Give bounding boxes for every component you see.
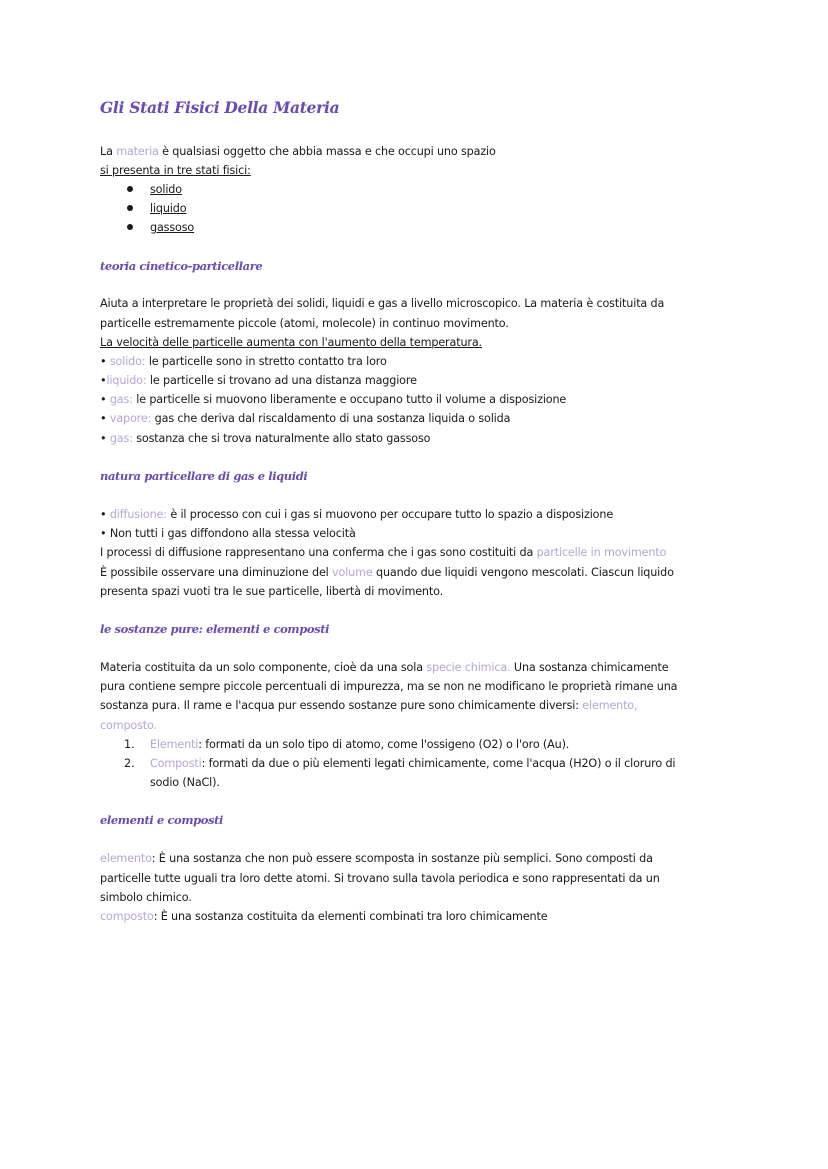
section-heading: natura particellare di gas e liquidi [100,469,308,483]
paragraph-line: particelle tutte uguali tra loro dette atomi. Si trovano sulla tavola periodica e sono rappresentati da un [100,872,660,885]
paragraph-line: È possibile osservare una diminuzione del volume quando due liquidi vengono mescolati. Ciascun liquido [100,566,674,579]
paragraph-line: sostanza pura. Il rame e l'acqua pur essendo sostanze pure sono chimicamente diversi: elemento, [100,699,638,712]
paragraph-line: composto. [100,719,157,732]
list-item: •liquido: le particelle si trovano ad una distanza maggiore [100,374,417,387]
bullet-dot [127,224,133,230]
intro-line-1: La materia è qualsiasi oggetto che abbia massa e che occupi uno spazio [100,145,496,158]
paragraph-line: La velocità delle particelle aumenta con l'aumento della temperatura. [100,336,482,349]
page-title: Gli Stati Fisici Della Materia [100,98,340,117]
list-item: • solido: le particelle sono in stretto contatto tra loro [100,355,387,368]
list-item: • gas: sostanza che si trova naturalmente allo stato gassoso [100,432,431,445]
paragraph-line: presenta spazi vuoti tra le sue particelle, libertà di movimento. [100,585,444,598]
paragraph-line: Aiuta a interpretare le proprietà dei solidi, liquidi e gas a livello microscopico. La materia è costituita da [100,297,665,310]
list-item: • diffusione: è il processo con cui i gas si muovono per occupare tutto lo spazio a disposizione [100,508,614,521]
paragraph-line: Materia costituita da un solo componente, cioè da una sola specie chimica. Una sostanza chimicamente [100,661,669,674]
paragraph-line: elemento: È una sostanza che non può essere scomposta in sostanze più semplici. Sono composti da [100,852,653,865]
paragraph-line: particelle estremamente piccole (atomi, molecole) in continuo movimento. [100,317,509,330]
intro-line-2: si presenta in tre stati fisici: [100,164,251,177]
bullet-dot [127,205,133,211]
section-heading: elementi e composti [100,813,223,827]
paragraph-line: pura contiene sempre piccole percentuali di impurezza, ma se non ne modificano le proprietà rimane una [100,680,678,693]
section-heading: le sostanze pure: elementi e composti [100,622,330,636]
paragraph-line: composto: È una sostanza costituita da elementi combinati tra loro chimicamente [100,910,548,923]
paragraph-line: I processi di diffusione rappresentano una conferma che i gas sono costituiti da particelle in movimento [100,546,667,559]
section-heading: teoria cinetico-particellare [100,259,263,273]
list-item: liquido [150,202,187,215]
list-item: Composti: formati da due o più elementi legati chimicamente, come l'acqua (H2O) o il cloruro di [150,757,676,770]
list-number: 1. [124,738,135,751]
list-number: 2. [124,757,135,770]
list-item: Elementi: formati da un solo tipo di atomo, come l'ossigeno (O2) o l'oro (Au). [150,738,570,751]
list-item: gassoso [150,221,195,234]
bullet-dot [127,186,133,192]
paragraph-line: simbolo chimico. [100,891,192,904]
list-item: • vapore: gas che deriva dal riscaldamento di una sostanza liquida o solida [100,412,511,425]
list-item: solido [150,183,182,196]
list-item: • gas: le particelle si muovono liberamente e occupano tutto il volume a disposizione [100,393,567,406]
list-item-continuation: sodio (NaCl). [150,776,220,789]
list-item: • Non tutti i gas diffondono alla stessa velocità [100,527,356,540]
